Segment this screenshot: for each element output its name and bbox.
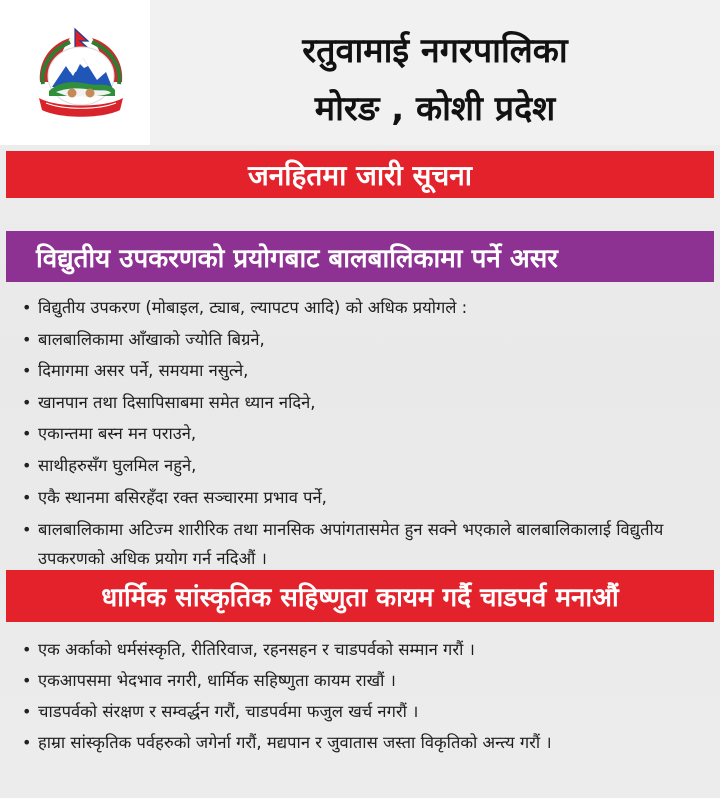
list-item	[22, 665, 702, 696]
list-item-text: एकै स्थानमा बसिरहँदा रक्त सञ्चारमा प्रभाव पर्ने,	[38, 487, 327, 507]
list-item	[22, 418, 702, 450]
list-item	[22, 696, 702, 727]
bullet-icon: •	[22, 702, 32, 721]
bullet-icon: •	[22, 487, 32, 507]
list-item	[22, 450, 702, 482]
list-item-text: बालबालिकामा अटिज्म शारीरिक तथा मानसिक अपांगतासमेत हुन सक्ने भएकाले बालबालिकालाई विद्युतीय उपकरणको अधिक प्रयोग गर्न नदिऔं ।	[38, 520, 664, 569]
religious-tolerance-list	[22, 634, 702, 757]
list-item-text: साथीहरुसँग घुलमिल नहुने,	[38, 455, 197, 475]
list-item-text: चाडपर्वको संरक्षण र सम्वर्द्धन गरौं, चाडपर्वमा फजुल खर्च नगरौं ।	[38, 702, 419, 721]
public-notice-banner: जनहितमा जारी सूचना	[6, 151, 714, 198]
nepal-government-emblem-icon	[22, 24, 140, 122]
district-province-title: मोरङ , कोशी प्रदेश	[314, 89, 556, 129]
list-item-text: दिमागमा असर पर्ने, समयमा नसुत्ने,	[38, 361, 249, 381]
bullet-icon: •	[22, 520, 32, 540]
bullet-icon: •	[22, 329, 32, 349]
list-item-text: विद्युतीय उपकरण (मोबाइल, ट्याब, ल्यापटप आदि) को अधिक प्रयोगले :	[38, 298, 468, 317]
bullet-icon: •	[22, 733, 32, 752]
bullet-icon: •	[22, 361, 32, 381]
bullet-icon: •	[22, 392, 32, 412]
municipality-title: रतुवामाई नगरपालिका	[302, 31, 568, 71]
list-item	[22, 729, 702, 757]
list-item-text: एकआपसमा भेदभाव नगरी, धार्मिक सहिष्णुता कायम राखौं ।	[38, 671, 396, 690]
list-item	[22, 482, 702, 514]
list-item	[22, 634, 702, 665]
electronics-effects-heading: विद्युतीय उपकरणको प्रयोगबाट बालबालिकामा पर्ने असर	[6, 231, 714, 282]
list-item	[22, 515, 702, 573]
list-item	[22, 355, 702, 387]
list-item	[22, 324, 702, 356]
header	[0, 0, 720, 145]
list-item-text: हाम्रा सांस्कृतिक पर्वहरुको जगेर्ना गरौं, मद्यपान र जुवातास जस्ता विकृतिको अन्त्य गरौं ।	[38, 733, 552, 752]
bullet-icon: •	[22, 424, 32, 444]
religious-tolerance-heading: धार्मिक सांस्कृतिक सहिष्णुता कायम गर्दै चाडपर्व मनाऔं	[6, 570, 714, 622]
bullet-icon: •	[22, 671, 32, 690]
list-item-text: बालबालिकामा आँखाको ज्योति बिग्रने,	[38, 329, 265, 349]
bullet-icon: •	[22, 298, 32, 317]
electronics-effects-list	[22, 292, 702, 573]
bullet-icon: •	[22, 455, 32, 475]
list-item-text: एकान्तमा बस्न मन पराउने,	[38, 424, 197, 444]
bullet-icon: •	[22, 640, 32, 659]
list-item	[22, 387, 702, 419]
list-item	[22, 292, 702, 324]
list-item-text: एक अर्काको धर्मसंस्कृति, रीतिरिवाज, रहनसहन र चाडपर्वको सम्मान गरौं ।	[38, 640, 475, 659]
list-item-text: खानपान तथा दिसापिसाबमा समेत ध्यान नदिने,	[38, 392, 316, 412]
